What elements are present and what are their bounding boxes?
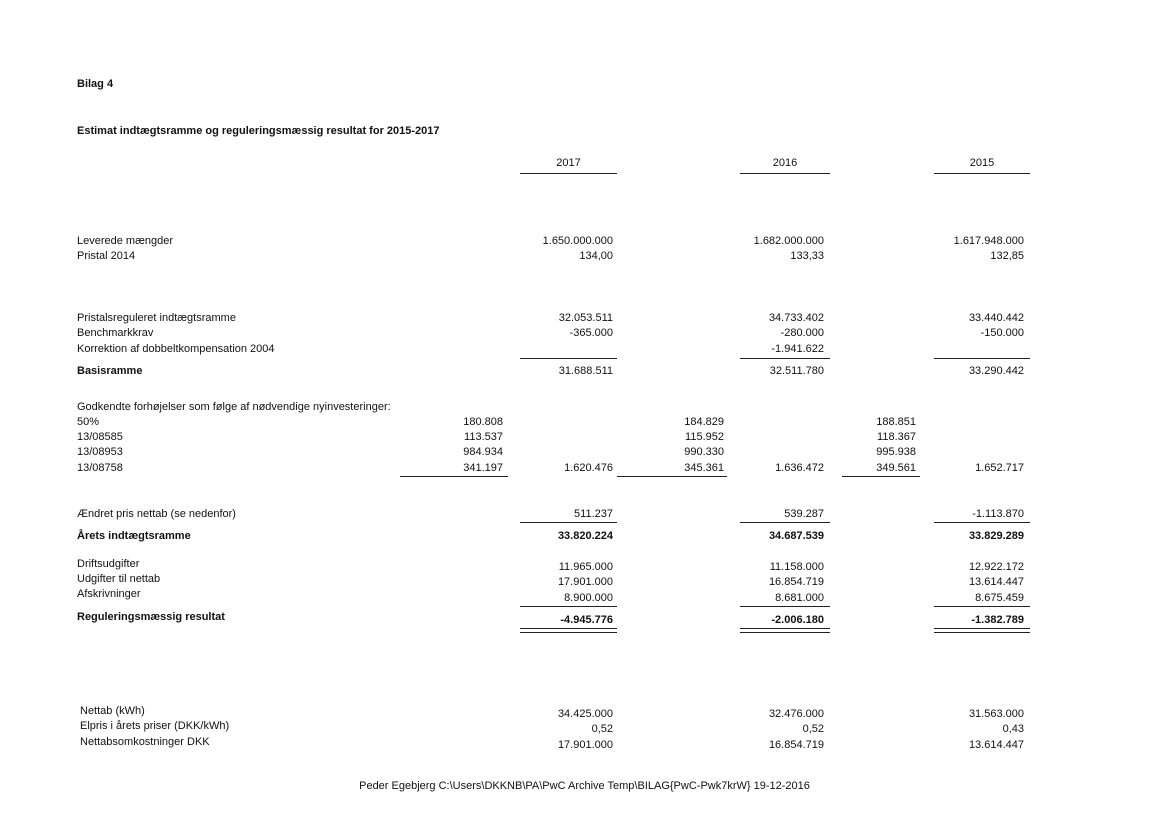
sub-08585-2017: 113.537 xyxy=(464,431,503,443)
cell-elpris-2017: 0,52 xyxy=(591,723,613,735)
sub-08953-2016: 990.330 xyxy=(684,446,724,458)
row-label-leverede: Leverede mængder xyxy=(77,235,174,247)
row-label-08585: 13/08585 xyxy=(77,431,123,443)
subtotal-line-2017 xyxy=(520,358,617,359)
result-double-line-2016 xyxy=(740,628,830,633)
row-label-elpris: Elpris i årets priser (DKK/kWh) xyxy=(80,720,230,732)
year-header-2015: 2015 xyxy=(969,157,995,169)
cell-pristalsreg-2017: 32.053.511 xyxy=(558,312,613,324)
sub-08758-2017: 341.197 xyxy=(463,462,503,474)
row-label-pristalsreg: Pristalsreguleret indtægtsramme xyxy=(77,312,236,324)
sub-08758-2015: 349.561 xyxy=(876,462,916,474)
cell-drift-2016: 11.158.000 xyxy=(769,561,824,573)
cell-benchmark-2017: -365.000 xyxy=(569,327,613,339)
year-header-2016: 2016 xyxy=(772,157,798,169)
cell-basisramme-2017: 31.688.511 xyxy=(558,365,613,377)
row-label-pristal: Pristal 2014 xyxy=(77,250,136,262)
cell-aarets-2017: 33.820.224 xyxy=(557,530,613,542)
header-underline-2015 xyxy=(934,173,1030,174)
row-label-benchmark: Benchmarkkrav xyxy=(77,327,154,339)
cell-leverede-2016: 1.682.000.000 xyxy=(753,235,824,247)
cell-nettabsom-2017: 17.901.000 xyxy=(557,739,613,751)
cell-udgifter-2017: 17.901.000 xyxy=(557,576,613,588)
cell-aendret-2017: 511.237 xyxy=(574,508,613,520)
cell-afskriv-2015: 8.675.459 xyxy=(975,592,1024,604)
row-label-08953: 13/08953 xyxy=(77,446,123,458)
row-label-udgifter: Udgifter til nettab xyxy=(77,573,161,585)
cell-nettab-2015: 31.563.000 xyxy=(968,708,1024,720)
subtotal-line-2015 xyxy=(934,358,1030,359)
sub-p50-2016: 184.829 xyxy=(684,416,724,428)
cell-pristal-2017: 134,00 xyxy=(579,250,613,262)
row-label-aendret: Ændret pris nettab (se nedenfor) xyxy=(77,508,236,520)
cell-elpris-2015: 0,43 xyxy=(1002,723,1024,735)
sub-08953-2017: 984.934 xyxy=(463,446,503,458)
cell-nettabsom-2016: 16.854.719 xyxy=(768,739,824,751)
result-double-line-2017 xyxy=(520,628,617,633)
row-label-afskriv: Afskrivninger xyxy=(77,588,141,600)
cell-drift-2017: 11.965.000 xyxy=(558,561,613,573)
cell-pristalsreg-2016: 34.733.402 xyxy=(768,312,824,324)
cell-aendret-2016: 539.287 xyxy=(784,508,824,520)
row-label-08758: 13/08758 xyxy=(77,462,123,474)
row-label-basisramme: Basisramme xyxy=(77,365,143,377)
cell-korrektion-2016: -1.941.622 xyxy=(771,343,824,355)
header-underline-2017 xyxy=(520,173,617,174)
cell-drift-2015: 12.922.172 xyxy=(968,561,1024,573)
cost-line-2017 xyxy=(520,606,617,607)
cell-pristalsreg-2015: 33.440.442 xyxy=(968,312,1024,324)
cell-basisramme-2015: 33.290.442 xyxy=(968,365,1024,377)
year-header-2017: 2017 xyxy=(556,157,581,169)
row-label-drift: Driftsudgifter xyxy=(77,558,140,570)
cost-line-2015 xyxy=(934,606,1030,607)
sub-08953-2015: 995.938 xyxy=(876,446,916,458)
cell-afskriv-2016: 8.681.000 xyxy=(775,592,824,604)
subtotal-line-2016 xyxy=(740,358,830,359)
cell-afskriv-2017: 8.900.000 xyxy=(564,592,613,604)
cell-nettab-2017: 34.425.000 xyxy=(557,708,613,720)
cell-leverede-2017: 1.650.000.000 xyxy=(542,235,613,247)
sub-p50-2015: 188.851 xyxy=(876,416,916,428)
appendix-label: Bilag 4 xyxy=(77,78,114,90)
cell-aarets-2015: 33.829.289 xyxy=(968,530,1024,542)
cell-udgifter-2016: 16.854.719 xyxy=(768,576,824,588)
cell-nettabsom-2015: 13.614.447 xyxy=(968,739,1024,751)
sub-08758-2016: 345.361 xyxy=(684,462,724,474)
cell-resultat-2015: -1.382.789 xyxy=(971,614,1024,626)
cell-resultat-2016: -2.006.180 xyxy=(771,614,824,626)
cell-investeringer-2015: 1.652.717 xyxy=(975,462,1024,474)
sub-08585-2015: 118.367 xyxy=(877,431,916,443)
page-title: Estimat indtægtsramme og reguleringsmæssig resultat for 2015-2017 xyxy=(77,125,440,137)
subsum-line-2016 xyxy=(617,476,727,477)
subsum-line-2017 xyxy=(400,476,508,477)
cell-udgifter-2015: 13.614.447 xyxy=(968,576,1024,588)
total-line-2015 xyxy=(934,522,1030,523)
page-footer: Peder Egebjerg C:\Users\DKKNB\PA\PwC Archive Temp\BILAG{PwC-Pwk7krW} 19-12-2016 xyxy=(359,780,810,792)
sub-p50-2017: 180.808 xyxy=(463,416,503,428)
total-line-2016 xyxy=(740,522,830,523)
cell-benchmark-2016: -280.000 xyxy=(780,327,824,339)
row-label-nettab: Nettab (kWh) xyxy=(80,705,145,717)
cell-nettab-2016: 32.476.000 xyxy=(768,708,824,720)
header-underline-2016 xyxy=(740,173,830,174)
row-label-resultat: Reguleringsmæssig resultat xyxy=(77,611,225,623)
subsum-line-2015 xyxy=(842,476,920,477)
cell-aendret-2015: -1.113.870 xyxy=(972,508,1024,520)
total-line-2017 xyxy=(520,522,617,523)
cell-investeringer-2016: 1.636.472 xyxy=(775,462,824,474)
result-double-line-2015 xyxy=(934,628,1030,633)
cell-elpris-2016: 0,52 xyxy=(802,723,824,735)
cell-basisramme-2016: 32.511.780 xyxy=(769,365,824,377)
cost-line-2016 xyxy=(740,606,830,607)
cell-resultat-2017: -4.945.776 xyxy=(560,614,613,626)
cell-leverede-2015: 1.617.948.000 xyxy=(953,235,1024,247)
row-label-aarets: Årets indtægtsramme xyxy=(77,530,191,542)
cell-aarets-2016: 34.687.539 xyxy=(768,530,824,542)
row-label-p50: 50% xyxy=(77,416,100,428)
cell-benchmark-2015: -150.000 xyxy=(980,327,1024,339)
row-label-nettabsom: Nettabsomkostninger DKK xyxy=(80,736,210,748)
row-label-korrektion: Korrektion af dobbeltkompensation 2004 xyxy=(77,343,275,355)
cell-pristal-2015: 132,85 xyxy=(990,250,1024,262)
sub-08585-2016: 115.952 xyxy=(685,431,724,443)
cell-pristal-2016: 133,33 xyxy=(790,250,824,262)
cell-investeringer-2017: 1.620.476 xyxy=(564,462,613,474)
section-label-godkendte: Godkendte forhøjelser som følge af nødvendige nyinvesteringer: xyxy=(77,401,391,413)
